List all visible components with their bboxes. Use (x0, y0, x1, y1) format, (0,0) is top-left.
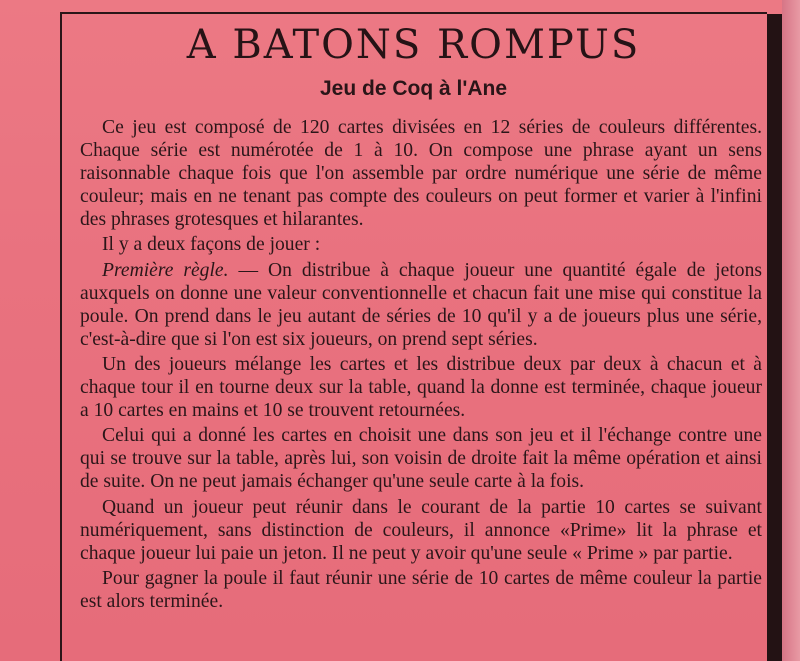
paragraph-prime: Quand un joueur peut réunir dans le courant de la partie 10 cartes se suivant numériquement, sans distinction de couleurs, il annonce «Prime» lit la phrase et chaque joueur lui paie un jeton. Il ne peut y avoir qu'une seule « Prime » par partie. (80, 496, 762, 564)
paragraph-ways: Il y a deux façons de jouer : (102, 234, 321, 256)
paragraph-intro: Ce jeu est composé de 120 cartes divisées en 12 séries de couleurs différentes. Chaque série est numérotée de 1 à 10. On compose une phrase ayant un sens raisonnable chaque fois que l'on assemble par ordre numérique une série de même couleur; mais en ne tenant pas compte des couleurs on peut former et varier à l'infini des phrases grotesques et hilarantes. (80, 117, 762, 231)
page-subtitle: Jeu de Coq à l'Ane (319, 77, 508, 100)
rule-1-text: — On distribue à chaque joueur une quantité égale de jetons auxquels on donne une valeur conventionnelle et chacun fait une mise qui constitue la poule. On prend dans le jeu autant de séries de 10 qu'il y a de joueurs plus une série, c'est-à-dire que si l'on est six joueurs, on prend sept séries. (80, 259, 762, 350)
paragraph-deal: Un des joueurs mélange les cartes et les distribue deux par deux à chacun et à chaque tour il en tourne deux sur la table, quand la donne est terminée, chaque joueur a 10 cartes en mains et 10 se trouvent retournées. (80, 353, 762, 422)
paragraph-exchange: Celui qui a donné les cartes en choisit une dans son jeu et il l'échange contre une qui se trouve sur la table, après lui, son voisin de droite fait la même opération et ainsi de suite. On ne peut jamais échanger qu'une seule carte à la fois. (80, 425, 762, 493)
page-title: A BATONS ROMPUS (186, 22, 641, 68)
rules-text (80, 116, 762, 615)
rule-1-label: Première règle. (102, 259, 229, 281)
paragraph-pool: Pour gagner la poule il faut réunir une série de 10 cartes de même couleur la partie est alors terminée. (80, 567, 762, 612)
border-shadow (767, 14, 782, 661)
paper-edge (782, 0, 800, 661)
paragraph-rule-1 (80, 259, 762, 351)
